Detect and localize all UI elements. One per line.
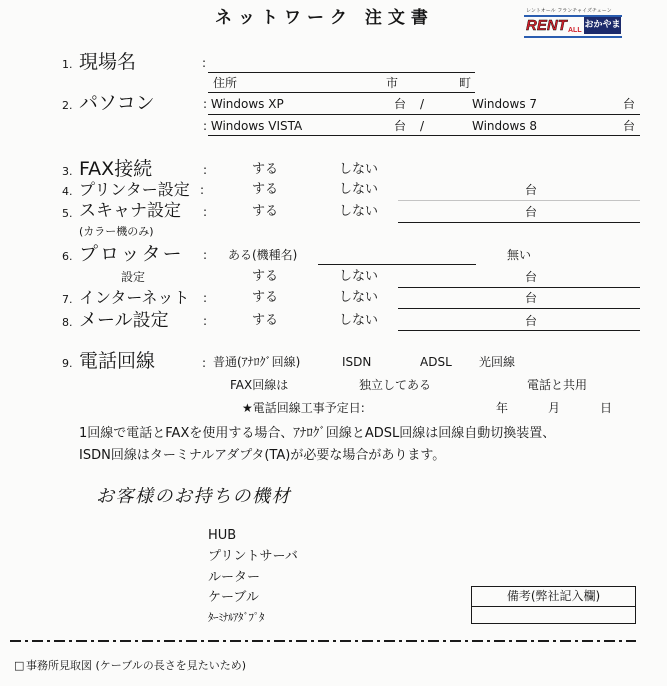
internet-unit: 台 (525, 291, 538, 305)
plotter-label: プロッター (79, 243, 184, 265)
pc-row-bottom-line (208, 135, 640, 136)
pc-row-win8-label: Windows 8 (472, 119, 538, 133)
phone-work-date-label: ★電話回線工事予定日: (242, 401, 365, 415)
scanner-option-yes[interactable]: する (252, 204, 279, 219)
scanner-colon: : (203, 205, 208, 219)
phone-type-adsl[interactable]: ADSL (420, 355, 452, 369)
printer-option-yes[interactable]: する (252, 182, 279, 197)
item-number-phone: 9. (62, 357, 73, 370)
fax-label: FAX接続 (79, 158, 153, 180)
logo-bottom-bar (524, 36, 622, 38)
phone-type-isdn[interactable]: ISDN (342, 355, 372, 369)
equipment-item-router: ルーター (208, 570, 261, 585)
mail-colon: : (203, 314, 208, 328)
internet-option-yes[interactable]: する (252, 290, 279, 305)
item-number-internet: 7. (62, 293, 73, 306)
internet-colon: : (203, 291, 208, 305)
plotter-setting-label: 設定 (121, 270, 146, 284)
pc-row-xp-unit: 台 (394, 97, 407, 111)
equipment-item-hub: HUB (208, 528, 237, 543)
pc-row-vista-unit: 台 (394, 119, 407, 133)
logo-tagline: レントオール フランチャイズチェーン (526, 8, 612, 14)
scanner-note: (カラー機のみ) (79, 225, 154, 238)
phone-work-month: 月 (548, 401, 561, 415)
pc-row-vista-separator: / (420, 119, 425, 133)
notice-line-2: ISDN回線はターミナルアダプタ(TA)が必要な場合があります。 (79, 448, 446, 463)
phone-type-fiber[interactable]: 光回線 (479, 355, 516, 369)
pc-row-vista-label: : Windows VISTA (203, 119, 303, 133)
form-title: ネットワーク 注文書 (215, 8, 434, 28)
plotter-unit: 台 (525, 270, 538, 284)
site-name-label: 現場名 (79, 51, 137, 73)
item-number-plotter: 6. (62, 250, 73, 263)
scanner-option-no[interactable]: しない (339, 204, 379, 219)
fax-line-label: FAX回線は (230, 378, 289, 392)
pc-row-xp-label: : Windows XP (203, 97, 284, 111)
pc-row-win8-unit: 台 (623, 119, 636, 133)
remarks-field[interactable] (472, 607, 635, 623)
printer-colon: : (200, 183, 205, 197)
item-number-printer: 4. (62, 185, 73, 198)
internet-option-no[interactable]: しない (339, 290, 379, 305)
notice-line-1: 1回線で電話とFAXを使用する場合、ｱﾅﾛｸﾞ回線とADSL回線は回線自動切換装置、 (79, 426, 556, 441)
mail-unit: 台 (525, 314, 538, 328)
logo-region: おかやま (584, 17, 621, 34)
site-colon: : (202, 56, 207, 70)
scanner-unit: 台 (525, 205, 538, 219)
plotter-has-model[interactable]: ある(機種名) (228, 248, 298, 262)
item-number-pc: 2. (62, 99, 73, 112)
phone-line-label: 電話回線 (79, 350, 156, 372)
plotter-colon: : (203, 248, 208, 262)
equipment-heading: お客様のお持ちの機材 (96, 486, 291, 507)
scanner-label: スキャナ設定 (79, 201, 181, 221)
printer-label: プリンター設定 (79, 180, 190, 199)
fax-line-independent[interactable]: 独立してある (359, 378, 432, 392)
plotter-none[interactable]: 無い (507, 248, 532, 262)
floor-plan-checkbox[interactable]: □ (14, 659, 25, 672)
plotter-count-field[interactable] (398, 287, 640, 288)
city-label: 市 (386, 76, 399, 90)
plotter-model-field[interactable] (318, 264, 476, 265)
scanner-count-field[interactable] (398, 222, 640, 223)
phone-work-year: 年 (496, 401, 509, 415)
item-number-scanner: 5. (62, 207, 73, 220)
item-number-mail: 8. (62, 316, 73, 329)
town-label: 町 (459, 76, 472, 90)
equipment-item-cable: ケーブル (208, 590, 259, 605)
pc-row-divider (208, 114, 640, 115)
item-number-site: 1. (62, 58, 73, 71)
equipment-item-terminal-adapter: ﾀｰﾐﾅﾙｱﾀﾞﾌﾟﾀ (208, 611, 264, 624)
internet-label: インターネット (79, 288, 190, 307)
pc-row-xp-separator: / (420, 97, 425, 111)
internet-count-field[interactable] (398, 308, 640, 309)
rentall-logo (524, 8, 622, 39)
printer-count-field[interactable] (398, 200, 640, 201)
phone-colon: : (202, 356, 207, 370)
printer-unit: 台 (525, 183, 538, 197)
logo-all: ALL (568, 27, 582, 34)
remarks-label: 備考(弊社記入欄) (472, 587, 635, 607)
printer-option-no[interactable]: しない (339, 182, 379, 197)
mail-option-yes[interactable]: する (252, 313, 279, 328)
item-number-fax: 3. (62, 165, 73, 178)
pc-row-win7-label: Windows 7 (472, 97, 538, 111)
pc-row-win7-unit: 台 (623, 97, 636, 111)
mail-count-field[interactable] (398, 330, 640, 331)
equipment-item-print-server: プリントサーバ (208, 549, 298, 564)
mail-label: メール設定 (79, 310, 169, 331)
phone-type-analog[interactable]: 普通(ｱﾅﾛｸﾞ回線) (213, 355, 301, 369)
address-field[interactable] (208, 92, 475, 93)
plotter-option-yes[interactable]: する (252, 269, 279, 284)
cut-line (10, 639, 636, 643)
logo-rent: RENT (526, 17, 567, 34)
plotter-option-no[interactable]: しない (339, 269, 379, 284)
remarks-box (471, 586, 636, 624)
fax-line-shared[interactable]: 電話と共用 (527, 378, 588, 392)
mail-option-no[interactable]: しない (339, 313, 379, 328)
site-name-field[interactable] (208, 72, 475, 73)
pc-label: パソコン (79, 92, 155, 114)
phone-work-day: 日 (600, 401, 613, 415)
address-label: 住所 (213, 76, 238, 90)
fax-option-no[interactable]: しない (339, 162, 379, 177)
floor-plan-label: 事務所見取図 (ケーブルの長さを見たいため) (26, 659, 247, 672)
fax-option-yes[interactable]: する (252, 162, 279, 177)
fax-colon: : (203, 163, 208, 177)
